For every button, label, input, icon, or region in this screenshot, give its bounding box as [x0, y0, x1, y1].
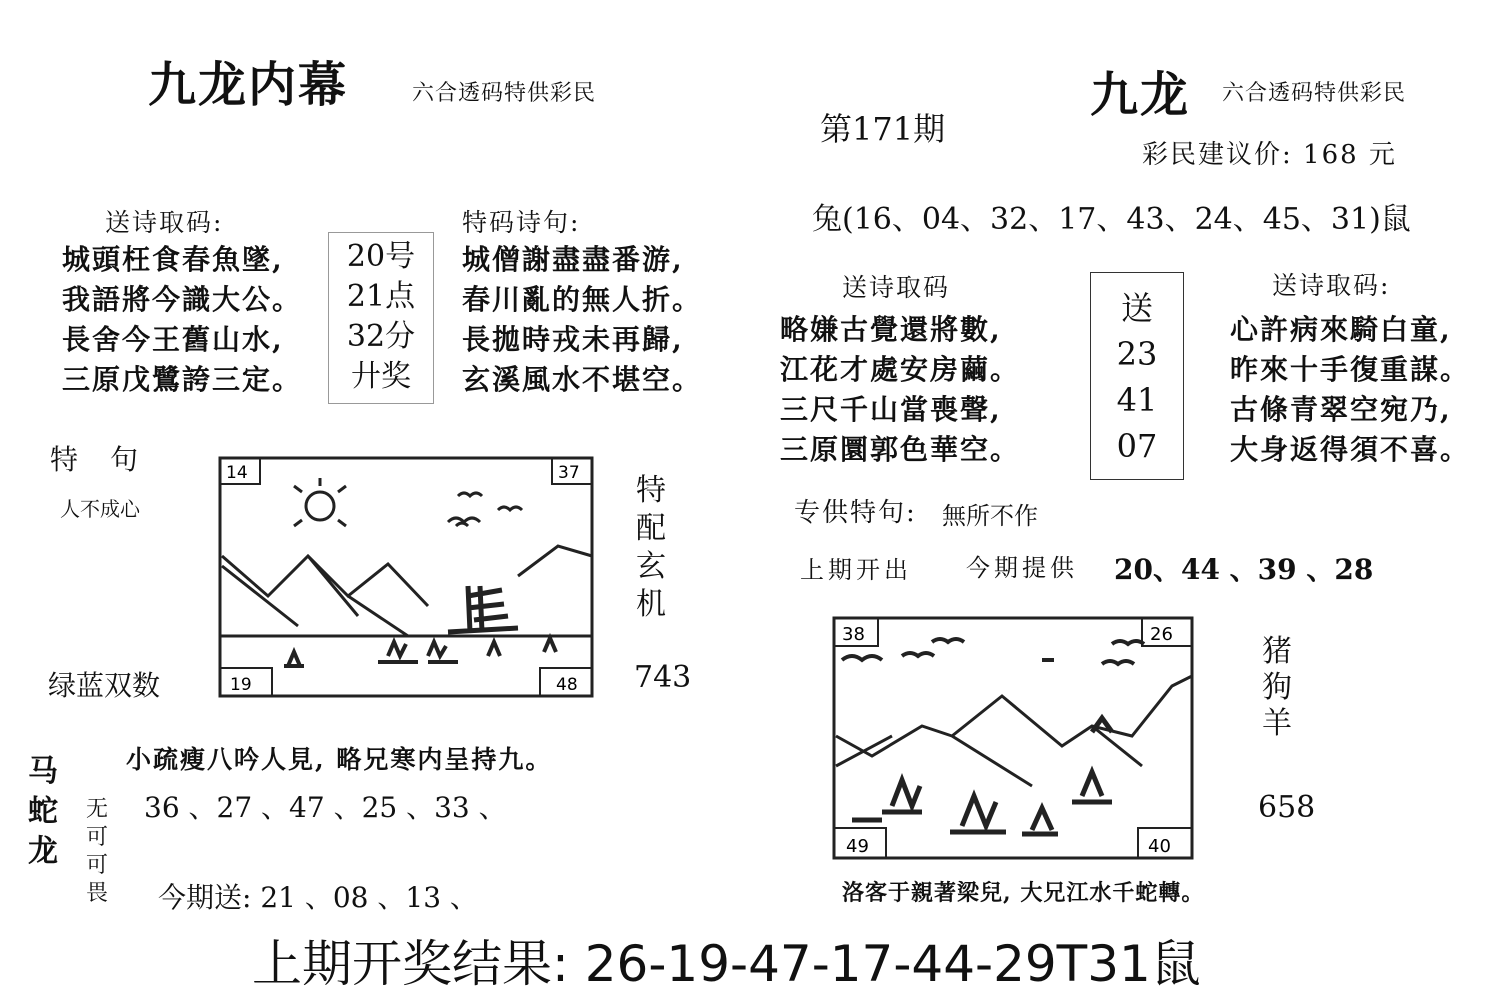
side-char: 羊 — [1262, 706, 1292, 741]
hint-line: 21点 — [346, 279, 416, 314]
right-price: 彩民建议价: 168 元 — [1142, 140, 1397, 170]
zodiac-char: 马 — [28, 754, 58, 789]
small-char: 无 — [86, 797, 109, 822]
right-side-vertical — [1262, 634, 1292, 742]
poem-line: 略嫌古覺還將數, — [780, 313, 1002, 346]
poem-line: 心許病來騎白童, — [1230, 313, 1452, 346]
send-box-line: 07 — [1116, 427, 1158, 465]
poem-line: 三原圜郭色華空。 — [780, 433, 1021, 466]
right-last-label: 上期开出 — [800, 556, 912, 584]
pic-corner-label: 37 — [558, 463, 580, 483]
left-side-number: 743 — [634, 660, 692, 695]
zodiac-char: 龙 — [28, 834, 58, 869]
poem-line: 長舍今王舊山水, — [62, 323, 284, 356]
side-char: 玄 — [636, 549, 666, 584]
send-box-line: 送 — [1120, 289, 1153, 327]
poem-line: 我語將今識大公。 — [62, 283, 303, 316]
left-tema-poem — [462, 240, 702, 400]
poem-line: 大身返得須不喜。 — [1230, 433, 1471, 466]
left-poem-header: 送诗取码: — [105, 208, 224, 237]
left-numbers: 36 、27 、47 、25 、33 、 — [144, 791, 507, 824]
left-tema-header: 特码诗句: — [462, 208, 581, 237]
right-send-box — [1090, 272, 1184, 480]
poem-line: 江花才處安房繭。 — [780, 353, 1021, 386]
left-poem — [62, 240, 302, 400]
small-char: 可 — [86, 825, 109, 850]
left-color-hint: 绿蓝双数 — [48, 669, 161, 702]
right-provide-label: 今期提供 — [966, 554, 1078, 582]
zodiac-char: 蛇 — [28, 794, 58, 829]
right-poem-left — [780, 310, 1020, 470]
pic-corner-label: 49 — [846, 836, 869, 857]
small-char: 畏 — [86, 881, 109, 906]
pic-corner-label: 38 — [842, 624, 865, 645]
poem-line: 三尺千山當喪聲, — [780, 393, 1002, 426]
right-poem-header-right: 送诗取码: — [1272, 271, 1391, 300]
left-send-line: 今期送: 21 、08 、13 、 — [158, 881, 478, 914]
left-small-vertical — [86, 796, 108, 908]
left-subtitle: 六合透码特供彩民 — [412, 81, 597, 106]
side-char: 猪 — [1262, 634, 1292, 669]
left-landscape-picture — [218, 456, 594, 700]
send-box-line: 41 — [1116, 381, 1158, 419]
send-box-line: 23 — [1116, 335, 1158, 373]
pic-corner-label: 40 — [1148, 836, 1171, 857]
pic-corner-label: 48 — [556, 675, 578, 695]
hint-line: 32分 — [346, 319, 416, 354]
small-char: 可 — [86, 853, 109, 878]
poem-line: 三原戊鷺誇三定。 — [62, 363, 303, 396]
pic-corner-label: 19 — [230, 675, 252, 695]
right-side-number: 658 — [1258, 790, 1316, 825]
poem-line: 玄溪風水不堪空。 — [462, 363, 703, 396]
right-subtitle: 六合透码特供彩民 — [1222, 81, 1407, 106]
left-special-text: 人不成心 — [60, 497, 140, 521]
poem-line: 城頭枉食春魚墜, — [62, 243, 284, 276]
left-verse: 小疏瘦八吟人見, 略兄寒内呈持九。 — [126, 745, 553, 774]
right-verse: 洛客于親著梁兒, 大兄江水千蛇轉。 — [842, 880, 1205, 906]
poem-line: 昨來十手復重謀。 — [1230, 353, 1471, 386]
poem-line: 城僧謝盡盡番游, — [462, 243, 684, 276]
side-char: 特 — [636, 473, 666, 508]
right-poem-right — [1230, 310, 1470, 470]
right-special-text: 無所不作 — [942, 502, 1038, 530]
right-period: 第171期 — [820, 110, 946, 148]
right-poem-header-left: 送诗取码 — [842, 273, 951, 302]
left-title: 九龙内幕 — [148, 57, 349, 113]
poem-line: 春川亂的無人折。 — [462, 283, 703, 316]
left-special-label: 特 句 — [50, 443, 141, 476]
left-hint-box — [328, 232, 434, 404]
right-provide-numbers: 20、44 、39 、28 — [1114, 553, 1374, 586]
left-zodiac-vertical — [28, 752, 58, 872]
poem-line: 長拋時戎未再歸, — [462, 323, 684, 356]
right-zodiac-line: 兔(16、04、32、17、43、24、45、31)鼠 — [812, 202, 1411, 237]
hint-line: 廾奖 — [351, 359, 411, 394]
right-title: 九龙 — [1090, 67, 1191, 123]
left-side-vertical — [636, 472, 666, 624]
side-char: 机 — [636, 587, 666, 622]
poem-line: 古條青翠空宛乃, — [1230, 393, 1452, 426]
side-char: 狗 — [1262, 670, 1292, 705]
right-special-label: 专供特句: — [794, 498, 917, 528]
pic-corner-label: 26 — [1150, 624, 1173, 645]
right-landscape-picture — [832, 616, 1194, 862]
pic-corner-label: 14 — [226, 463, 248, 483]
side-char: 配 — [636, 511, 666, 546]
hint-line: 20号 — [346, 239, 416, 274]
footer-result: 上期开奖结果: 26-19-47-17-44-29T31鼠 — [252, 935, 1201, 993]
